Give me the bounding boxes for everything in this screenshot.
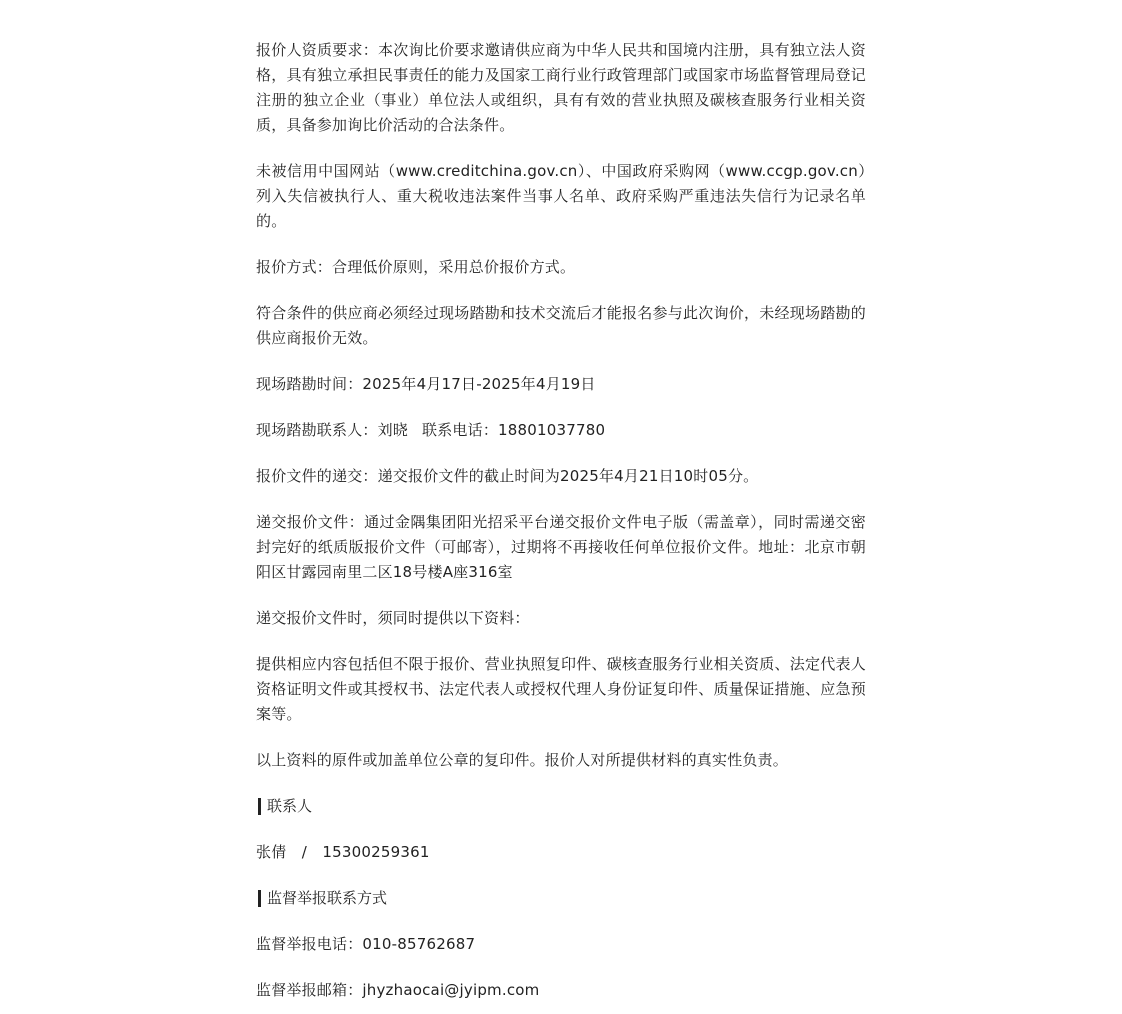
contact-name: 张倩 (256, 843, 287, 861)
materials-note-paragraph: 以上资料的原件或加盖单位公章的复印件。报价人对所提供材料的真实性负责。 (256, 751, 789, 769)
materials-intro-paragraph: 递交报价文件时，须同时提供以下资料： (256, 609, 530, 627)
quote-method-paragraph: 报价方式：合理低价原则，采用总价报价方式。 (256, 258, 576, 276)
survey-contact-phone: 联系电话：18801037780 (422, 421, 606, 439)
section-bar-icon (258, 798, 261, 815)
contact-section-heading (256, 794, 866, 819)
materials-list-paragraph: 提供相应内容包括但不限于报价、营业执照复印件、碳核查服务行业相关资质、法定代表人资格证明文件或其授权书、法定代表人或授权代理人身份证复印件、质量保证措施、应急预案等。 (256, 655, 866, 723)
survey-contact-paragraph (256, 418, 866, 443)
contact-phone: 15300259361 (322, 843, 430, 861)
contact-separator: / (301, 843, 308, 861)
credit-paragraph: 未被信用中国网站（www.creditchina.gov.cn）、中国政府采购网（www.ccgp.gov.cn）列入失信被执行人、重大税收违法案件当事人名单、政府采购严重违法失信行为记录名单的。 (256, 162, 866, 230)
survey-contact-name: 现场踏勘联系人：刘晓 (256, 421, 409, 439)
contact-section-title: 联系人 (267, 797, 313, 815)
supervision-phone: 监督举报电话：010-85762687 (256, 935, 476, 953)
site-survey-requirement-paragraph: 符合条件的供应商必须经过现场踏勘和技术交流后才能报名参与此次询价，未经现场踏勘的供应商报价无效。 (256, 304, 866, 347)
qualification-paragraph: 报价人资质要求：本次询比价要求邀请供应商为中华人民共和国境内注册，具有独立法人资格，具有独立承担民事责任的能力及国家工商行业行政管理部门或国家市场监督管理局登记注册的独立企业（事业）单位法人或组织，具有有效的营业执照及碳核查服务行业相关资质，具备参加询比价活动的合法条件。 (256, 41, 866, 134)
submission-deadline-paragraph: 报价文件的递交：递交报价文件的截止时间为2025年4月21日10时05分。 (256, 467, 759, 485)
supervision-email: 监督举报邮箱：jhyzhaocai@jyipm.com (256, 981, 540, 999)
survey-time-paragraph: 现场踏勘时间：2025年4月17日-2025年4月19日 (256, 375, 596, 393)
supervision-section-heading (256, 886, 866, 911)
section-bar-icon (258, 890, 261, 907)
submission-method-paragraph: 递交报价文件：通过金隅集团阳光招采平台递交报价文件电子版（需盖章），同时需递交密封完好的纸质版报价文件（可邮寄），过期将不再接收任何单位报价文件。地址：北京市朝阳区甘露园南里二区18号楼A座316室 (256, 513, 866, 581)
supervision-section-title: 监督举报联系方式 (267, 889, 388, 907)
announcement-body (256, 38, 866, 1003)
contact-line (256, 840, 866, 865)
